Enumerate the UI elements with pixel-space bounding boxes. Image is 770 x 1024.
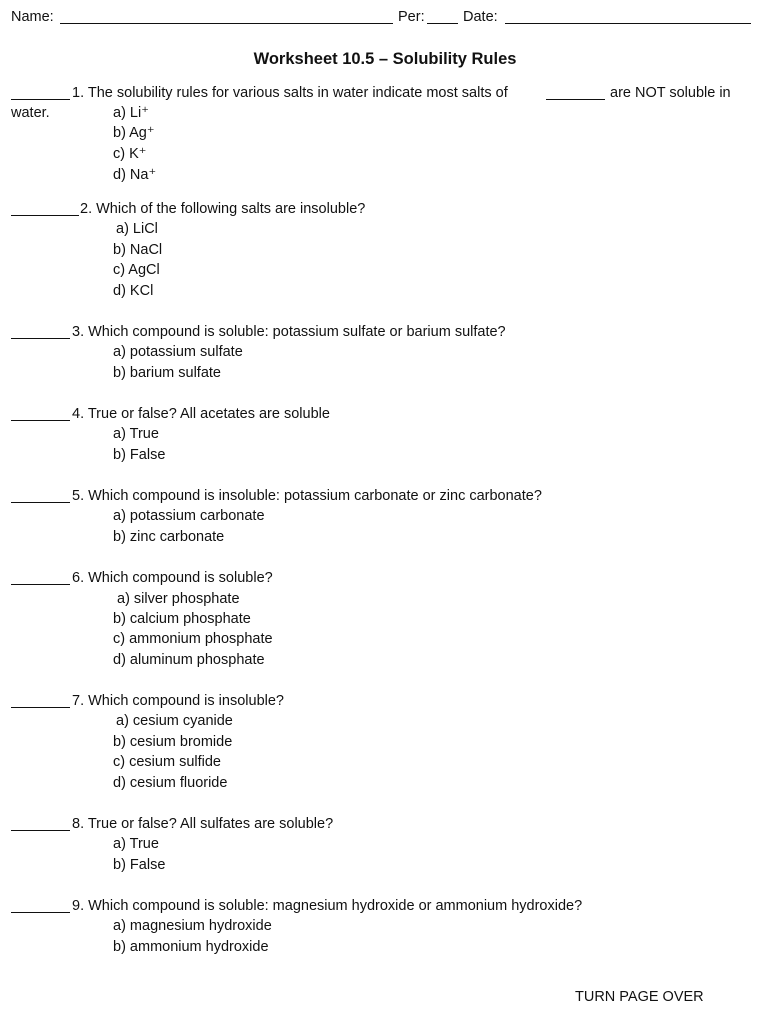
answer-blank-4[interactable] — [11, 420, 70, 421]
q1-option-b: b) Ag⁺ — [113, 125, 155, 141]
answer-blank-5[interactable] — [11, 502, 70, 503]
answer-blank-3[interactable] — [11, 338, 70, 339]
per-blank[interactable] — [427, 23, 458, 24]
q9-option-b: b) ammonium hydroxide — [113, 939, 269, 955]
q2-option-b: b) NaCl — [113, 242, 163, 258]
q7-option-c: c) cesium sulfide — [113, 754, 221, 770]
date-blank[interactable] — [505, 23, 751, 24]
question-2-prompt: 2. Which of the following salts are insoluble? — [80, 201, 366, 217]
question-1-prompt-end: are NOT soluble in — [610, 85, 731, 101]
name-label: Name: — [11, 9, 54, 25]
q3-option-a: a) potassium sulfate — [113, 344, 243, 360]
q7-option-a: a) cesium cyanide — [116, 713, 233, 729]
q2-option-d: d) KCl — [113, 283, 154, 299]
answer-blank-1[interactable] — [11, 99, 70, 100]
q2-option-c: c) AgCl — [113, 262, 160, 278]
q6-option-b: b) calcium phosphate — [113, 611, 251, 627]
q8-option-a: a) True — [113, 836, 159, 852]
question-8-prompt: 8. True or false? All sulfates are soluble? — [72, 816, 334, 832]
q4-option-b: b) False — [113, 447, 166, 463]
question-6-prompt: 6. Which compound is soluble? — [72, 570, 273, 586]
question-7-prompt: 7. Which compound is insoluble? — [72, 693, 284, 709]
q1-option-c: c) K⁺ — [113, 146, 147, 162]
q7-option-b: b) cesium bromide — [113, 734, 233, 750]
q6-option-a: a) silver phosphate — [117, 591, 240, 607]
turn-page-over-note: TURN PAGE OVER — [575, 989, 704, 1005]
q6-option-d: d) aluminum phosphate — [113, 652, 265, 668]
per-label: Per: — [398, 9, 425, 25]
question-1-prompt-wrap: water. — [11, 105, 50, 121]
q9-option-a: a) magnesium hydroxide — [113, 918, 272, 934]
question-1-prompt: 1. The solubility rules for various salts in water indicate most salts of — [72, 85, 508, 101]
question-9-prompt: 9. Which compound is soluble: magnesium hydroxide or ammonium hydroxide? — [72, 898, 583, 914]
date-label: Date: — [463, 9, 498, 25]
q1-option-a: a) Li⁺ — [113, 105, 149, 121]
question-4-prompt: 4. True or false? All acetates are soluble — [72, 406, 330, 422]
question-3-prompt: 3. Which compound is soluble: potassium sulfate or barium sulfate? — [72, 324, 506, 340]
worksheet-title: Worksheet 10.5 – Solubility Rules — [253, 50, 517, 68]
q2-option-a: a) LiCl — [116, 221, 158, 237]
answer-blank-7[interactable] — [11, 707, 70, 708]
q4-option-a: a) True — [113, 426, 159, 442]
answer-blank-2[interactable] — [11, 215, 79, 216]
answer-blank-9[interactable] — [11, 912, 70, 913]
answer-blank-8[interactable] — [11, 830, 70, 831]
name-blank[interactable] — [60, 23, 393, 24]
q6-option-c: c) ammonium phosphate — [113, 631, 273, 647]
q7-option-d: d) cesium fluoride — [113, 775, 228, 791]
q5-option-b: b) zinc carbonate — [113, 529, 225, 545]
q5-option-a: a) potassium carbonate — [113, 508, 265, 524]
question-1-inline-blank[interactable] — [546, 99, 605, 100]
answer-blank-6[interactable] — [11, 584, 70, 585]
question-5-prompt: 5. Which compound is insoluble: potassium carbonate or zinc carbonate? — [72, 488, 542, 504]
q3-option-b: b) barium sulfate — [113, 365, 221, 381]
q8-option-b: b) False — [113, 857, 166, 873]
q1-option-d: d) Na⁺ — [113, 167, 157, 183]
